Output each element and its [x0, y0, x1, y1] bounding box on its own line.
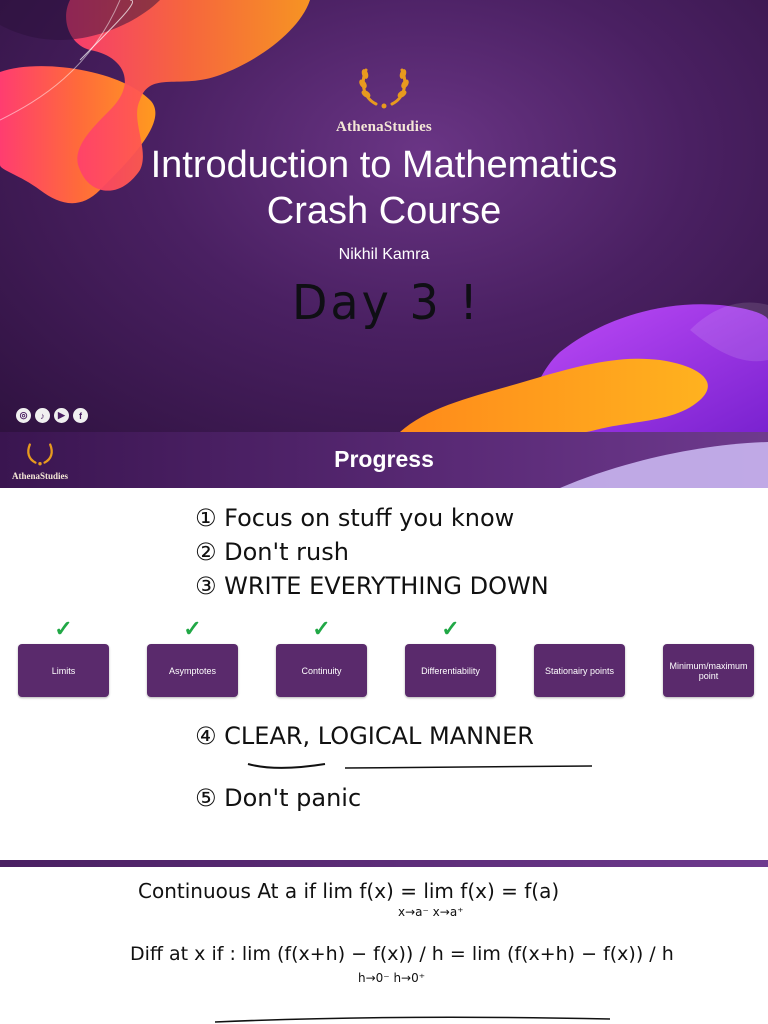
notes-slide [0, 867, 768, 1024]
title-line-1: Introduction to Mathematics [150, 144, 618, 186]
title-line-2: Crash Course [266, 190, 502, 232]
checkmark-icon: ✓ [183, 616, 202, 641]
tip-3: ③ WRITE EVERYTHING DOWN [195, 572, 549, 600]
handwritten-day-note: Day 3 ! [292, 273, 481, 331]
header-brand: AthenaStudies [11, 471, 68, 481]
social-links [16, 408, 88, 423]
differentiability-definition: Diff at x if : lim (f(x+h) − f(x)) / h = lim (f(x+h) − f(x)) / h [130, 943, 674, 965]
facebook-icon[interactable]: f [73, 408, 88, 423]
laurel-icon [354, 60, 414, 112]
slide-header [0, 432, 768, 488]
brand-name: AthenaStudies [336, 119, 432, 135]
step-continuity: Continuity [276, 644, 367, 697]
athena-logo [322, 60, 446, 136]
underline-strokes [240, 754, 600, 774]
differentiability-limits: h→0⁻ h→0⁺ [358, 971, 426, 985]
tiktok-icon[interactable]: ♪ [35, 408, 50, 423]
step-differentiability: Differentiability [405, 644, 496, 697]
progress-title: Progress [334, 446, 434, 472]
checkmark-icon: ✓ [54, 616, 73, 641]
step-limits: Limits [18, 644, 109, 697]
pen-stroke [210, 1013, 630, 1024]
step-stationary-points: Stationairy points [534, 644, 625, 697]
progress-flow [18, 616, 758, 698]
title-slide [0, 0, 768, 432]
progress-slide [0, 432, 768, 862]
slide-divider [0, 860, 768, 867]
checkmark-icon: ✓ [441, 616, 460, 641]
tip-5: ⑤ Don't panic [195, 784, 362, 812]
tip-4: ④ CLEAR, LOGICAL MANNER [195, 722, 534, 750]
step-min-max-point: Minimum/maximum point [663, 644, 754, 697]
tip-2: ② Don't rush [195, 538, 349, 566]
instagram-icon[interactable]: ◎ [16, 408, 31, 423]
continuity-definition: Continuous At a if lim f(x) = lim f(x) = f(a) [138, 879, 560, 903]
tip-1: ① Focus on stuff you know [195, 504, 515, 532]
slide-title [40, 142, 728, 234]
checkmark-icon: ✓ [312, 616, 331, 641]
youtube-icon[interactable]: ▶ [54, 408, 69, 423]
step-asymptotes: Asymptotes [147, 644, 238, 697]
author-name: Nikhil Kamra [338, 246, 430, 263]
continuity-limits: x→a⁻ x→a⁺ [398, 905, 464, 919]
